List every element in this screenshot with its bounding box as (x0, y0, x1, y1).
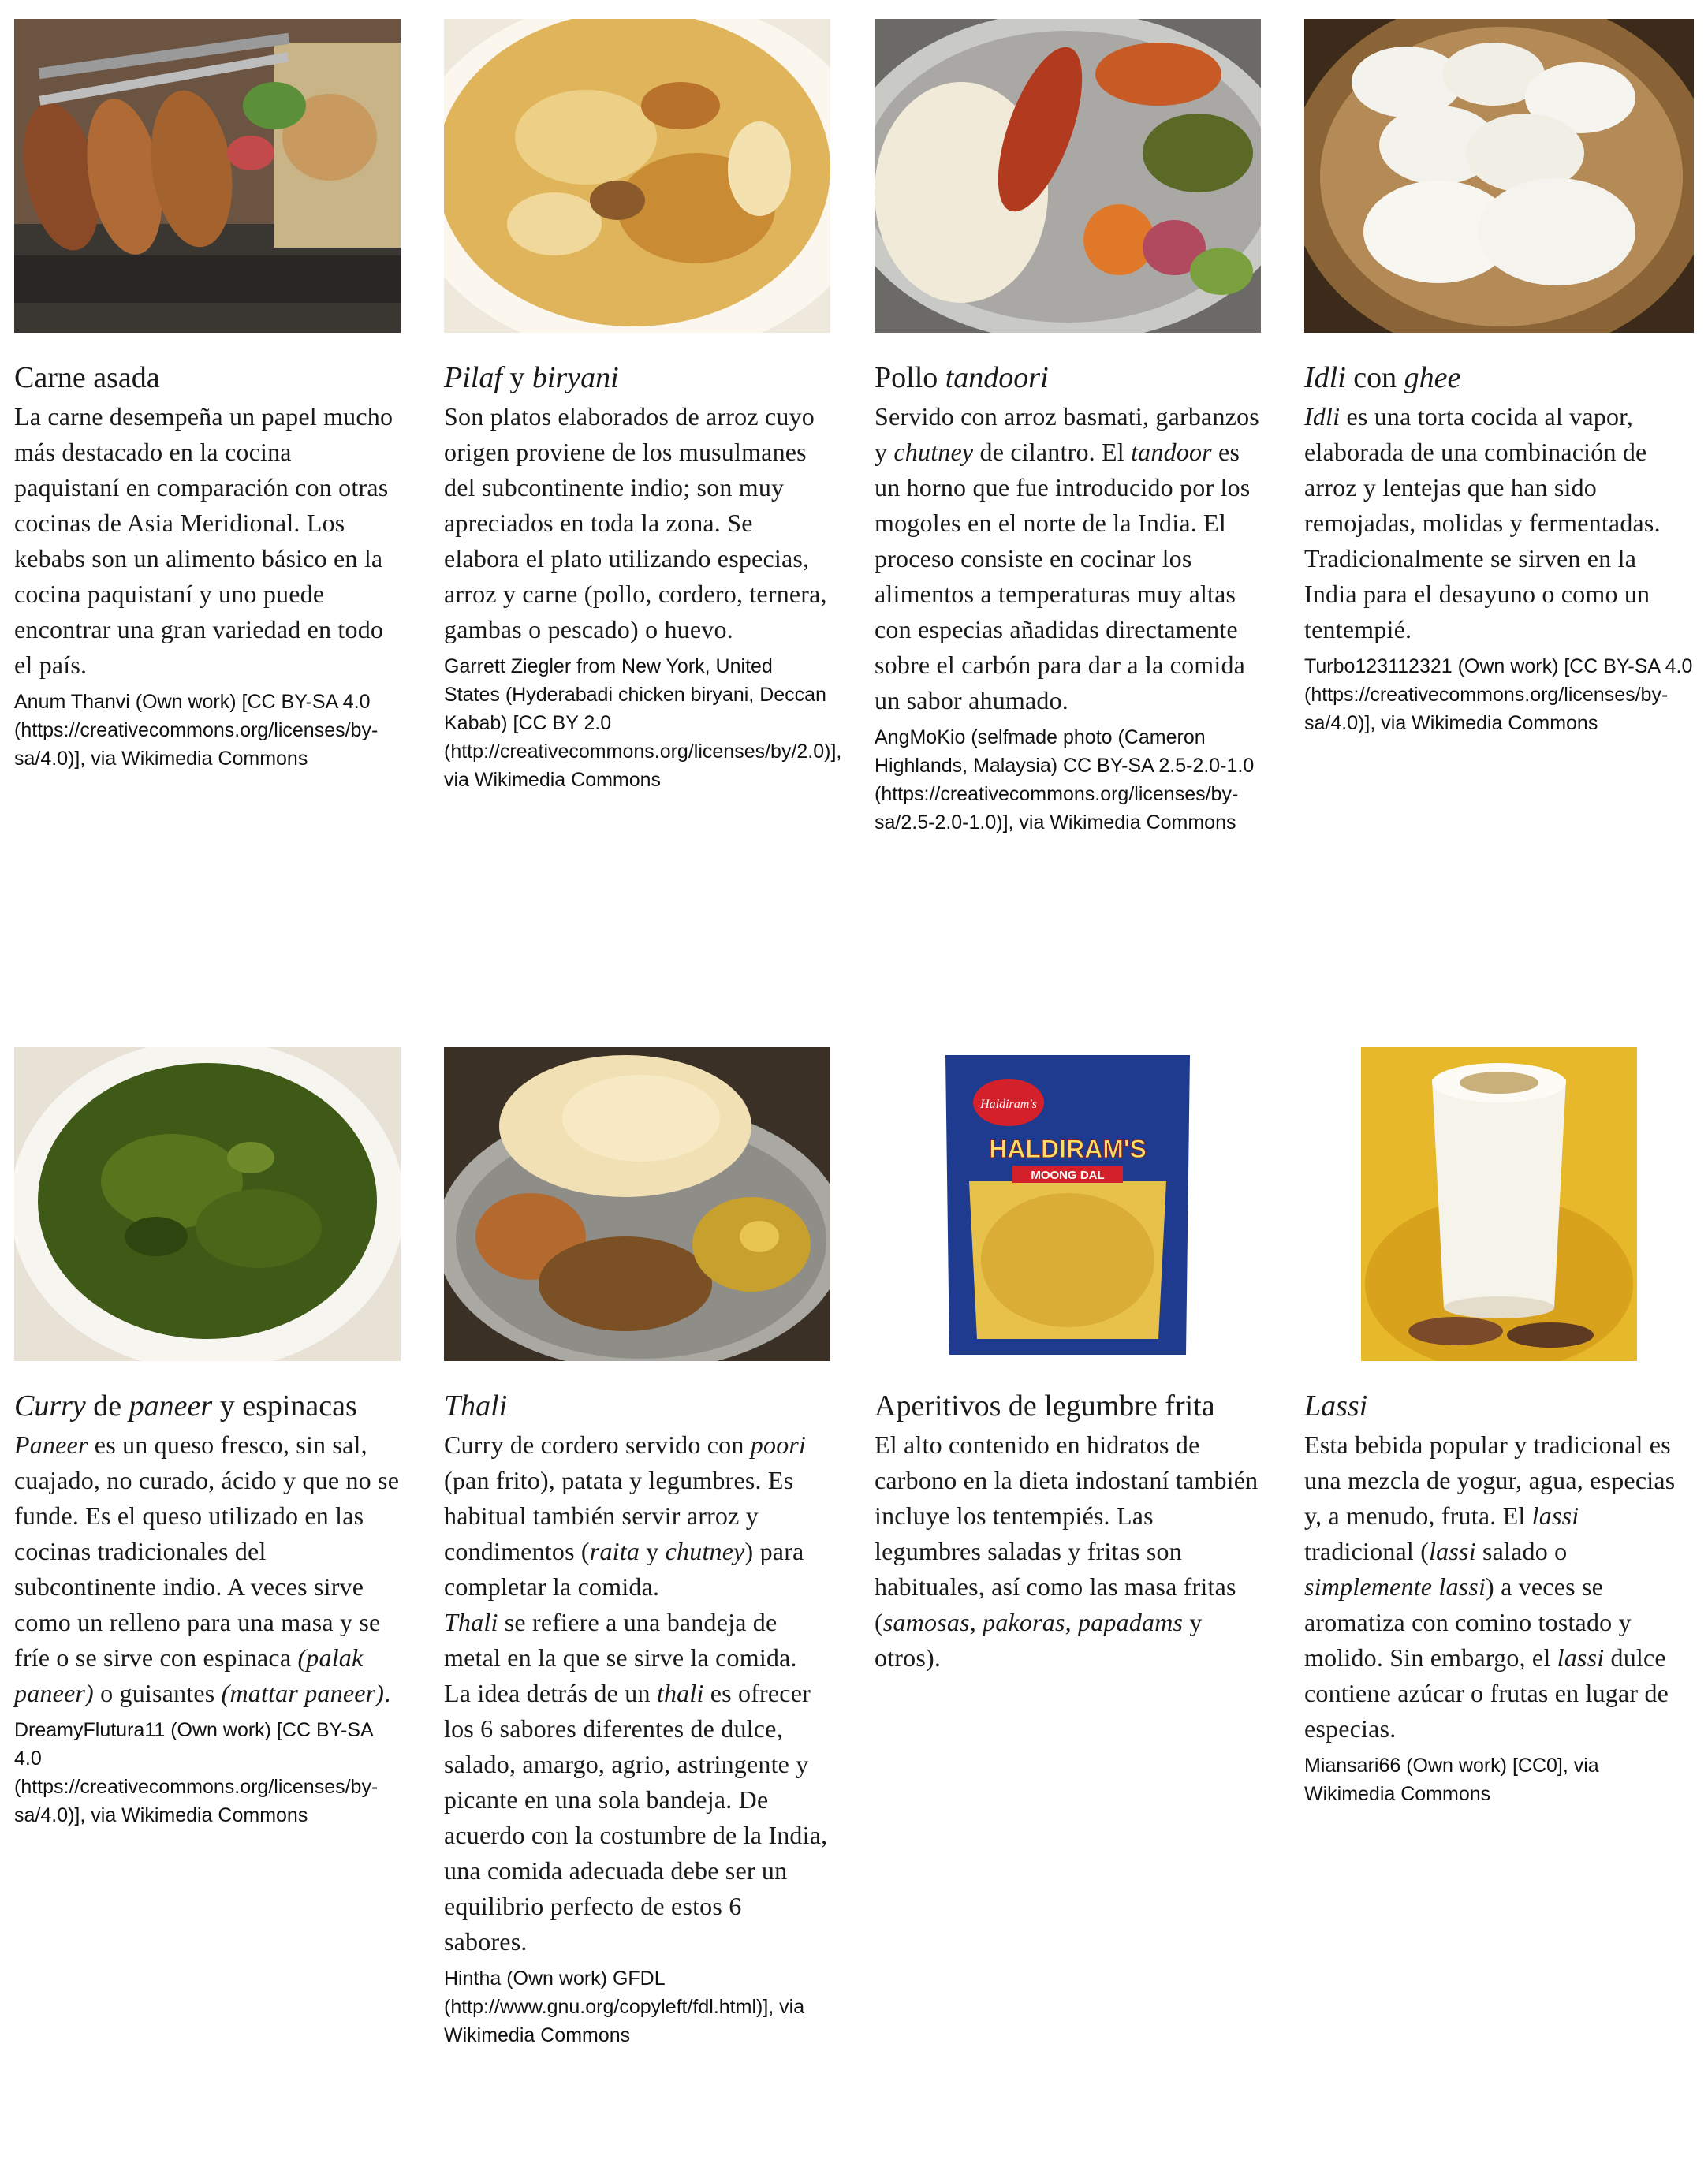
kebab-photo-image (14, 19, 401, 333)
body-pollo-tandoori: Servido con arroz basmati, garbanzos y chutney de cilantro. El tandoor es un horno que fue introducido por los mogoles en el norte de la India. El proceso consiste en cocinar los alimentos a temperaturas muy altas con especias añadidas directamente sobre el carbón para dar a la comida un sabor ahumado. (875, 402, 1259, 714)
brand-wordmark: HALDIRAM'S (989, 1135, 1147, 1163)
paneer-photo-image (14, 1047, 401, 1361)
lassi-photo-image (1361, 1047, 1637, 1361)
card-pilaf-biryani (444, 19, 842, 794)
biryani-photo-image (444, 19, 830, 333)
credit-curry-paneer: DreamyFlutura11 (Own work) [CC BY-SA 4.0 (https://creativecommons.org/licenses/by-sa/4.0)], via Wikimedia Commons (14, 1719, 379, 1826)
idli-photo-image (1304, 19, 1694, 333)
body-carne-asada: La carne desempeña un papel mucho más destacado en la cocina paquistaní en comparación con otras cocinas de Asia Meridional. Los kebabs son un alimento básico en la cocina paquistaní y uno puede encontrar una gran variedad en todo el país. (14, 402, 393, 679)
photo-thali (444, 1047, 830, 1361)
title-idli-ghee: Idli con ghee (1304, 361, 1461, 394)
body-idli-ghee: Idli es una torta cocida al vapor, elaborada de una combinación de arroz y lentejas que han sido remojadas, molidas y fermentadas. Tradicionalmente se sirven en la India para el desayuno o como un tentempié. (1304, 402, 1661, 643)
body-lassi: Esta bebida popular y tradicional es una mezcla de yogur, agua, especias y, a menudo, fruta. El lassi tradicional (lassi salado o simplemente lassi) a veces se aromatiza con comino tostado y molido. Sin embargo, el lassi dulce contiene azúcar o frutas en lugar de especias. (1304, 1430, 1676, 1743)
photo-idli-ghee (1304, 19, 1694, 333)
card-idli-ghee (1304, 19, 1694, 737)
card-carne-asada (14, 19, 401, 773)
card-curry-paneer (14, 1047, 401, 1829)
card-lassi (1304, 1047, 1694, 1808)
title-pilaf-biryani: Pilaf y biryani (444, 361, 619, 394)
card-thali (444, 1047, 830, 2050)
credit-lassi: Miansari66 (Own work) [CC0], via Wikimedia Commons (1304, 1755, 1599, 1805)
title-curry-paneer: Curry de paneer y espinacas (14, 1389, 357, 1423)
photo-curry-paneer (14, 1047, 401, 1361)
credit-carne-asada: Anum Thanvi (Own work) [CC BY-SA 4.0 (https://creativecommons.org/licenses/by-sa/4.0)], via Wikimedia Commons (14, 691, 379, 770)
body-curry-paneer: Paneer es un queso fresco, sin sal, cuajado, no curado, ácido y que no se funde. Es el queso utilizado en las cocinas tradicionales del subcontinente indio. A veces sirve como un relleno para una masa y se fríe o se sirve con espinaca (palak paneer) o guisantes (mattar paneer). (14, 1430, 400, 1707)
credit-thali: Hintha (Own work) GFDL (http://www.gnu.org/copyleft/fdl.html)], via Wikimedia Commons (444, 1967, 805, 2046)
title-lassi: Lassi (1304, 1389, 1368, 1423)
body-aperitivos: El alto contenido en hidratos de carbono en la dieta indostaní también incluye los tentempiés. Las legumbres saladas y fritas son habituales, así como las masa fritas (samosas, pakoras, papadams y otros). (875, 1430, 1259, 1672)
title-pollo-tandoori: Pollo tandoori (875, 361, 1049, 394)
tandoori-photo-image (875, 19, 1261, 333)
credit-idli-ghee: Turbo123112321 (Own work) [CC BY-SA 4.0 (https://creativecommons.org/licenses/by-sa/4.0)], via Wikimedia Commons (1304, 655, 1693, 734)
card-aperitivos (875, 1047, 1261, 1676)
title-carne-asada: Carne asada (14, 361, 160, 394)
photo-aperitivos (938, 1047, 1198, 1361)
photo-lassi (1361, 1047, 1637, 1361)
body-thali: Curry de cordero servido con poori (pan frito), patata y legumbres. Es habitual también servir arroz y condimentos (raita y chutney) para completar la comida. Thali se refiere a una bandeja de metal en la que se sirve la comida. La idea detrás de un thali es ofrecer los 6 sabores diferentes de dulce, salado, amargo, agrio, astringente y picante en una sola bandeja. De acuerdo con la costumbre de la India, una comida adecuada debe ser un equilibrio perfecto de estos 6 sabores. (444, 1430, 828, 1956)
card-pollo-tandoori (875, 19, 1261, 837)
thali-photo-image (444, 1047, 830, 1361)
credit-pollo-tandoori: AngMoKio (selfmade photo (Cameron Highlands, Malaysia) CC BY-SA 2.5-2.0-1.0 (https://creativecommons.org/licenses/by-sa/2.5-2.0-1.0)], via Wikimedia Commons (875, 726, 1255, 834)
snack-package-image (938, 1047, 1198, 1361)
product-name: MOONG DAL (1031, 1169, 1105, 1182)
photo-pilaf-biryani (444, 19, 830, 333)
body-pilaf-biryani: Son platos elaborados de arroz cuyo origen proviene de los musulmanes del subcontinente indio; son muy apreciados en toda la zona. Se elabora el plato utilizando especias, arroz y carne (pollo, cordero, ternera, gambas o pescado) o huevo. (444, 402, 827, 643)
title-thali: Thali (444, 1389, 508, 1423)
credit-pilaf-biryani: Garrett Ziegler from New York, United States (Hyderabadi chicken biryani, Deccan Kabab) [CC BY 2.0 (http://creativecommons.org/licenses/by/2.0)], via Wikimedia Commons (444, 655, 842, 791)
photo-carne-asada (14, 19, 401, 333)
brand-logo-text: Haldiram's (980, 1098, 1037, 1111)
photo-pollo-tandoori (875, 19, 1261, 333)
title-aperitivos: Aperitivos de legumbre frita (875, 1389, 1215, 1423)
